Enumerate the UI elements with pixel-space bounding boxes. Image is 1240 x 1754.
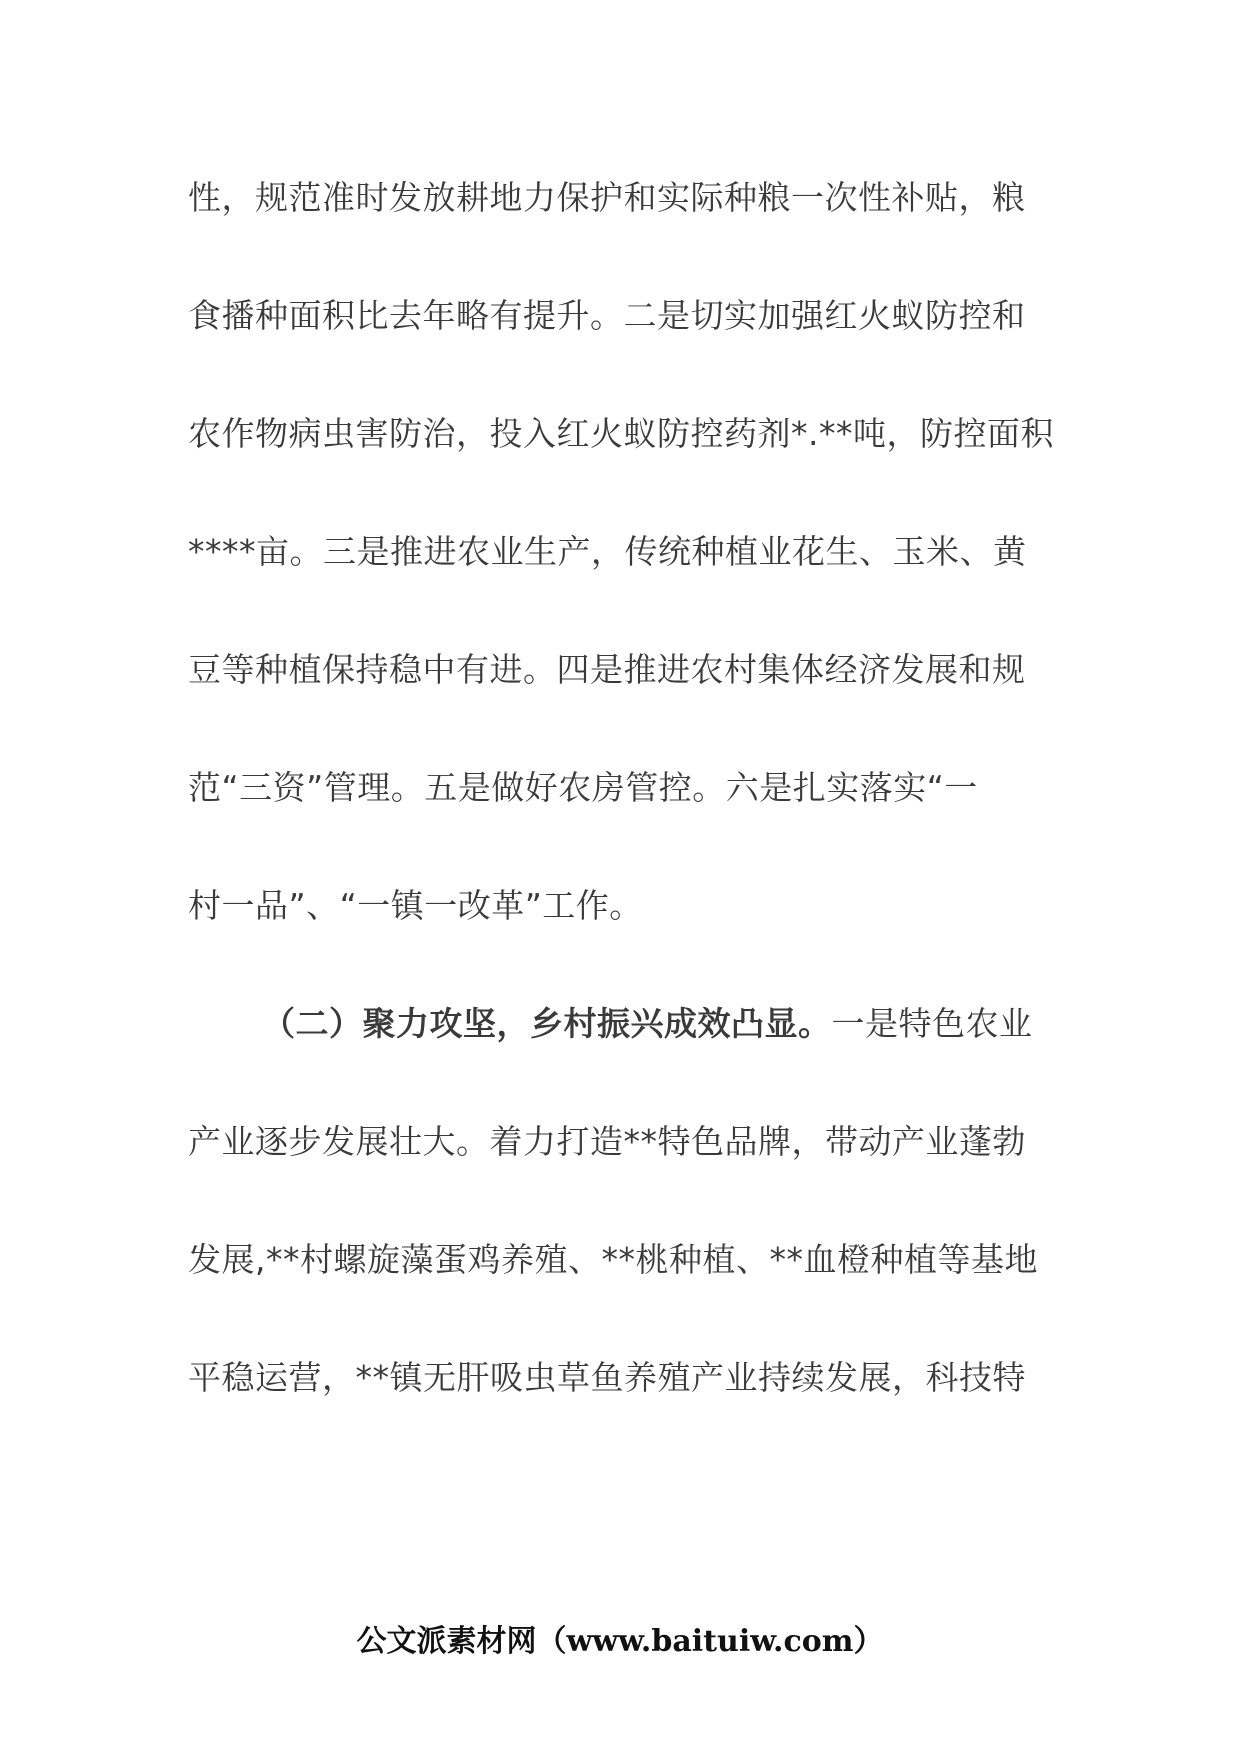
body-text-line: ****亩。三是推进农业生产，传统种植业花生、玉米、黄 <box>188 532 1027 571</box>
body-text-line: 性，规范准时发放耕地力保护和实际种粮一次性补贴，粮 <box>188 178 1026 217</box>
section-first-line-text: 一是特色农业 <box>831 1004 1033 1043</box>
footer-watermark: 公文派素材网（www.baituiw.com） <box>356 1624 884 1659</box>
section-heading: （二）聚力攻坚，乡村振兴成效凸显。 <box>262 1004 832 1043</box>
body-text-line: 产业逐步发展壮大。着力打造**特色品牌，带动产业蓬勃 <box>188 1122 1026 1161</box>
body-text-line: 平稳运营，**镇无肝吸虫草鱼养殖产业持续发展，科技特 <box>188 1358 1026 1397</box>
body-text-line: 发展,**村螺旋藻蛋鸡养殖、**桃种植、**血橙种植等基地 <box>188 1240 1038 1279</box>
body-text-line: 豆等种植保持稳中有进。四是推进农村集体经济发展和规 <box>188 650 1026 689</box>
section-first-line <box>262 1004 1033 1044</box>
body-text-line: 农作物病虫害防治，投入红火蚁防控药剂*.**吨，防控面积 <box>188 414 1054 453</box>
body-text-line: 食播种面积比去年略有提升。二是切实加强红火蚁防控和 <box>188 296 1026 335</box>
body-text-line: 村一品”、“一镇一改革”工作。 <box>188 886 643 925</box>
body-text-line: 范“三资”管理。五是做好农房管控。六是扎实落实“一 <box>188 768 978 807</box>
